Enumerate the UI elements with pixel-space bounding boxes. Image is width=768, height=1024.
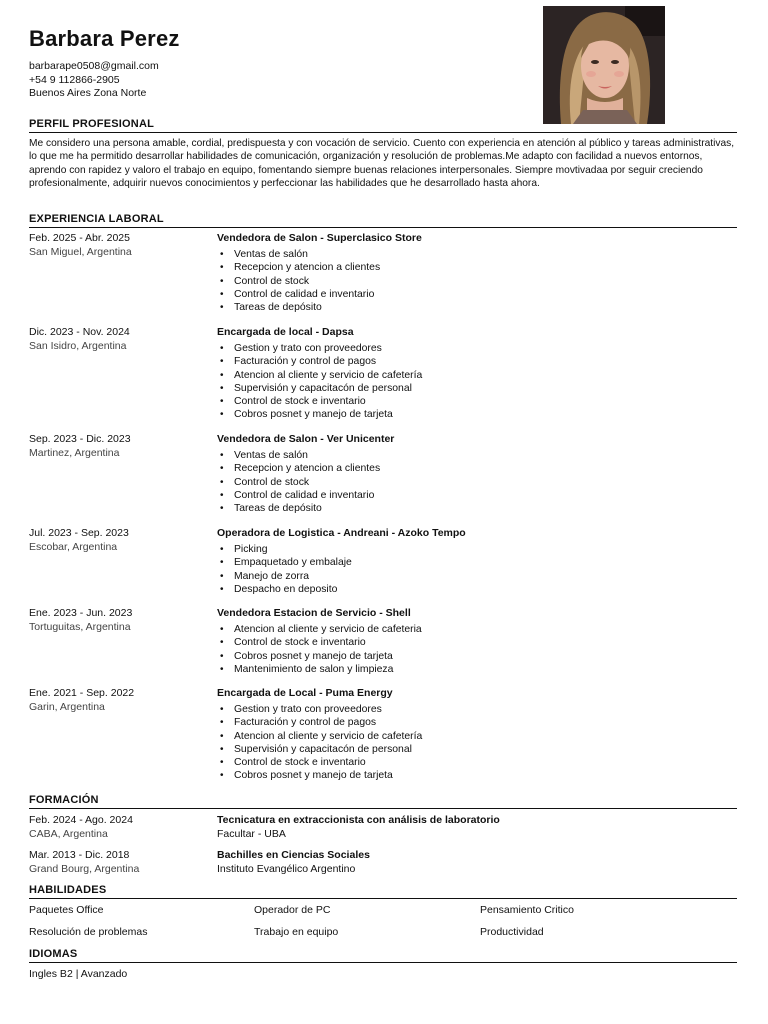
job-task: • Cobros posnet y manejo de tarjeta	[234, 650, 422, 663]
education-location: Grand Bourg, Argentina	[29, 863, 140, 875]
job-task: • Gestion y trato con proveedores	[234, 342, 422, 355]
education-dates: Feb. 2024 - Ago. 2024	[29, 814, 133, 826]
section-divider	[29, 808, 737, 809]
job-task: • Control de stock e inventario	[234, 636, 422, 649]
education-school: Facultar - UBA	[217, 828, 286, 840]
education-location: CABA, Argentina	[29, 828, 108, 840]
job-task-list	[234, 248, 380, 314]
job-task: • Manejo de zorra	[234, 570, 352, 583]
job-task-list	[234, 623, 422, 676]
location: Buenos Aires Zona Norte	[29, 87, 147, 99]
profile-photo	[543, 6, 665, 124]
skills-section-title: HABILIDADES	[29, 884, 107, 896]
job-dates: Ene. 2023 - Jun. 2023	[29, 607, 133, 619]
phone: +54 9 112866-2905	[29, 73, 120, 86]
skill-item: Pensamiento Critico	[480, 904, 574, 916]
education-school: Instituto Evangélico Argentino	[217, 863, 356, 875]
skill-item: Resolución de problemas	[29, 926, 148, 938]
education-degree: Bachilles en Ciencias Sociales	[217, 849, 370, 861]
job-task: • Control de stock	[234, 476, 380, 489]
profile-section-title: PERFIL PROFESIONAL	[29, 118, 155, 130]
skill-item: Trabajo en equipo	[254, 926, 339, 938]
job-task: • Ventas de salón	[234, 449, 380, 462]
skill-item: Operador de PC	[254, 904, 331, 916]
job-task-list	[234, 543, 352, 596]
job-task: • Recepcion y atencion a clientes	[234, 261, 380, 274]
section-divider	[29, 898, 737, 899]
education-section-title: FORMACIÓN	[29, 794, 99, 806]
job-task: • Atencion al cliente y servicio de cafetería	[234, 730, 422, 743]
contact-block	[29, 60, 159, 101]
job-task: • Recepcion y atencion a clientes	[234, 462, 380, 475]
job-task: • Control de calidad e inventario	[234, 288, 380, 301]
job-task: • Ventas de salón	[234, 248, 380, 261]
job-title: Operadora de Logistica - Andreani - Azoko Tempo	[217, 527, 466, 539]
skill-item: Productividad	[480, 926, 544, 938]
job-task: • Cobros posnet y manejo de tarjeta	[234, 769, 422, 782]
job-dates: Dic. 2023 - Nov. 2024	[29, 326, 130, 338]
job-dates: Ene. 2021 - Sep. 2022	[29, 687, 135, 699]
job-task: • Tareas de depósito	[234, 301, 380, 314]
candidate-name: Barbara Perez	[29, 26, 180, 51]
job-task: • Atencion al cliente y servicio de cafetería	[234, 369, 422, 382]
job-task: • Control de stock e inventario	[234, 395, 422, 408]
job-dates: Sep. 2023 - Dic. 2023	[29, 433, 131, 445]
job-task: • Atencion al cliente y servicio de cafeteria	[234, 623, 422, 636]
job-task: • Control de stock	[234, 275, 380, 288]
job-task: • Supervisión y capacitacón de personal	[234, 743, 422, 756]
language-item: Ingles B2 | Avanzado	[29, 968, 128, 980]
section-divider	[29, 227, 737, 228]
job-location: Martinez, Argentina	[29, 447, 120, 459]
job-task: • Control de calidad e inventario	[234, 489, 380, 502]
job-location: San Isidro, Argentina	[29, 340, 127, 352]
job-task: • Facturación y control de pagos	[234, 355, 422, 368]
job-task: • Tareas de depósito	[234, 502, 380, 515]
job-title: Vendedora de Salon - Superclasico Store	[217, 232, 422, 244]
job-task: • Cobros posnet y manejo de tarjeta	[234, 408, 422, 421]
job-title: Vendedora Estacion de Servicio - Shell	[217, 607, 411, 619]
experience-section-title: EXPERIENCIA LABORAL	[29, 213, 164, 225]
job-dates: Feb. 2025 - Abr. 2025	[29, 232, 130, 244]
job-title: Encargada de Local - Puma Energy	[217, 687, 393, 699]
job-task: • Supervisión y capacitacón de personal	[234, 382, 422, 395]
skill-item: Paquetes Office	[29, 904, 104, 916]
email: barbarape0508@gmail.com	[29, 60, 159, 72]
job-task: • Despacho en deposito	[234, 583, 352, 596]
job-task-list	[234, 703, 422, 783]
job-task-list	[234, 449, 380, 515]
section-divider	[29, 132, 737, 133]
job-title: Encargada de local - Dapsa	[217, 326, 354, 338]
education-degree: Tecnicatura en extraccionista con análisis de laboratorio	[217, 814, 500, 826]
job-task: • Facturación y control de pagos	[234, 716, 422, 729]
job-location: Tortuguitas, Argentina	[29, 621, 131, 633]
education-dates: Mar. 2013 - Dic. 2018	[29, 849, 130, 861]
languages-section-title: IDIOMAS	[29, 948, 78, 960]
job-task: • Picking	[234, 543, 352, 556]
job-location: Escobar, Argentina	[29, 541, 118, 553]
job-task: • Gestion y trato con proveedores	[234, 703, 422, 716]
job-task: • Control de stock e inventario	[234, 756, 422, 769]
job-task: • Empaquetado y embalaje	[234, 556, 352, 569]
job-task-list	[234, 342, 422, 422]
job-title: Vendedora de Salon - Ver Unicenter	[217, 433, 395, 445]
job-dates: Jul. 2023 - Sep. 2023	[29, 527, 129, 539]
section-divider	[29, 962, 737, 963]
job-task: • Mantenimiento de salon y limpieza	[234, 663, 422, 676]
profile-text: Me considero una persona amable, cordial, predispuesta y con vocación de servicio. Cuento con experiencia en atención al público y tareas administrativas, lo que me ha permitido desarrollar habilidades de comunicación, organización y resolución de problemas.Me adapto con facilidad a nuevos entornos, aprendo con rapidez y valoro el trabajo en equipo, fomentando siempre buenas relaciones interpersonales. Siempre movtivadaa por seguir creciendo profesionalmente, adquirir nuevos conocimientos y perfeccionar las habilidades que he desarrollado hasta ahora.	[29, 138, 735, 189]
job-location: San Miguel, Argentina	[29, 246, 132, 258]
job-location: Garin, Argentina	[29, 701, 105, 713]
